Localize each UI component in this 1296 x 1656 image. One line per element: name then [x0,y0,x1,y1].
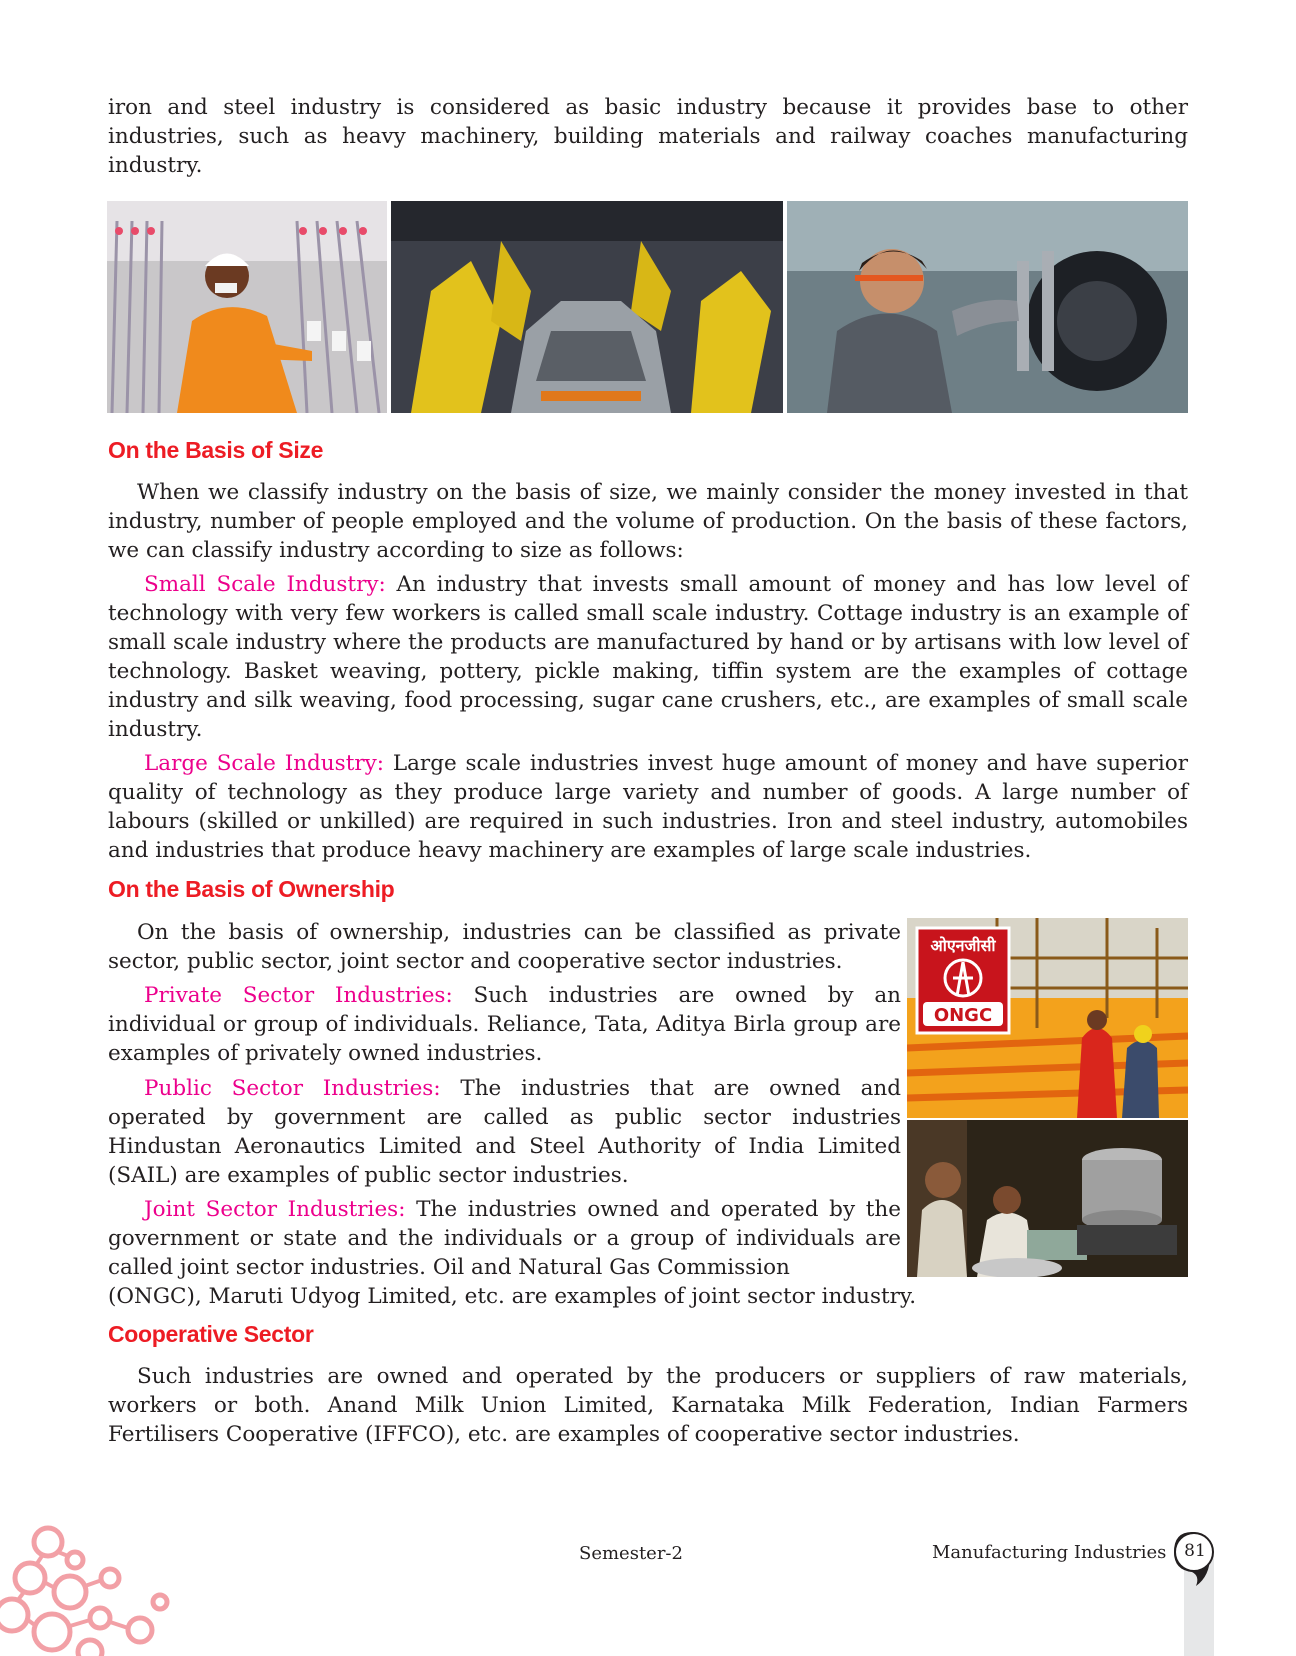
private-sector-paragraph [108,981,901,1068]
small-scale-text: An industry that invests small amount of money and has low level of technology with very few workers is called small scale industry. Cottage industry is an example of small scale industry where the products are manufactured by hand or by artisans with low level of technology. Basket weaving, pottery, pickle making, tiffin system are the examples of cottage industry and silk weaving, food processing, sugar cane crushers, etc., are examples of small scale industry. [108,572,1188,742]
page-number: 81 [1184,1541,1206,1561]
ongc-oil-plant-photo [907,918,1188,1118]
public-sector-text: The industries that are owned and operated by government are called as public sector industries Hindustan Aeronautics Limited and Steel Authority of India Limited (SAIL) are examples of public sector industries. [108,1076,901,1188]
cottage-industry-kitchen-photo [907,1120,1188,1277]
private-sector-term: Private Sector Industries: [144,983,453,1008]
ownership-intro-paragraph: On the basis of ownership, industries can be classified as private sector, public sector, joint sector and cooperative sector industries. [108,920,901,974]
size-intro-paragraph: When we classify industry on the basis of size, we mainly consider the money invested in that industry, number of people employed and the volume of production. On the basis of these factors, we can classify industry according to size as follows: [108,480,1188,563]
car-assembly-robots-photo [391,201,783,413]
engine-worker-photo [787,201,1188,413]
textile-mill-worker-photo [107,201,387,413]
large-scale-term: Large Scale Industry: [144,751,384,776]
intro-paragraph: iron and steel industry is considered as basic industry because it provides base to other industries, such as heavy machinery, building materials and railway coaches manufacturing industry. [108,95,1188,178]
decorative-circles [0,1520,175,1656]
size-section-heading: On the Basis of Size [108,437,324,463]
footer-chapter-title: Manufacturing Industries [932,1542,1167,1563]
large-scale-paragraph [108,749,1188,865]
ongc-logo-hindi: ओएनजीसी [930,936,996,955]
small-scale-paragraph [108,570,1188,744]
public-sector-paragraph [108,1074,901,1190]
joint-sector-text: The industries owned and operated by the government or state and the individuals or a group of individuals are called joint sector industries. Oil and Natural Gas Commission [108,1197,901,1280]
ownership-section-heading: On the Basis of Ownership [108,876,395,902]
joint-sector-paragraph [108,1195,901,1282]
cooperative-section-heading: Cooperative Sector [108,1321,314,1347]
joint-sector-last-line: (ONGC), Maruti Udyog Limited, etc. are examples of joint sector industry. [108,1284,917,1309]
private-sector-text: Such industries are owned by an individual or group of individuals. Reliance, Tata, Aditya Birla group are examples of privately owned industries. [108,983,901,1066]
ongc-logo-text: ONGC [933,1005,993,1026]
large-scale-text: Large scale industries invest huge amount of money and have superior quality of technology as they produce large variety and number of goods. A large number of labours (skilled or unkilled) are required in such industries. Iron and steel industry, automobiles and industries that produce heavy machinery are examples of large scale industries. [108,751,1188,863]
footer-semester: Semester-2 [579,1543,683,1564]
public-sector-term: Public Sector Industries: [144,1076,441,1101]
cooperative-paragraph: Such industries are owned and operated by the producers or suppliers of raw materials, workers or both. Anand Milk Union Limited, Karnataka Milk Federation, Indian Farmers Fertilisers Cooperative (IFFCO), etc. are examples of cooperative sector industries. [108,1364,1188,1447]
joint-sector-term: Joint Sector Industries: [144,1197,406,1222]
small-scale-term: Small Scale Industry: [144,572,386,597]
